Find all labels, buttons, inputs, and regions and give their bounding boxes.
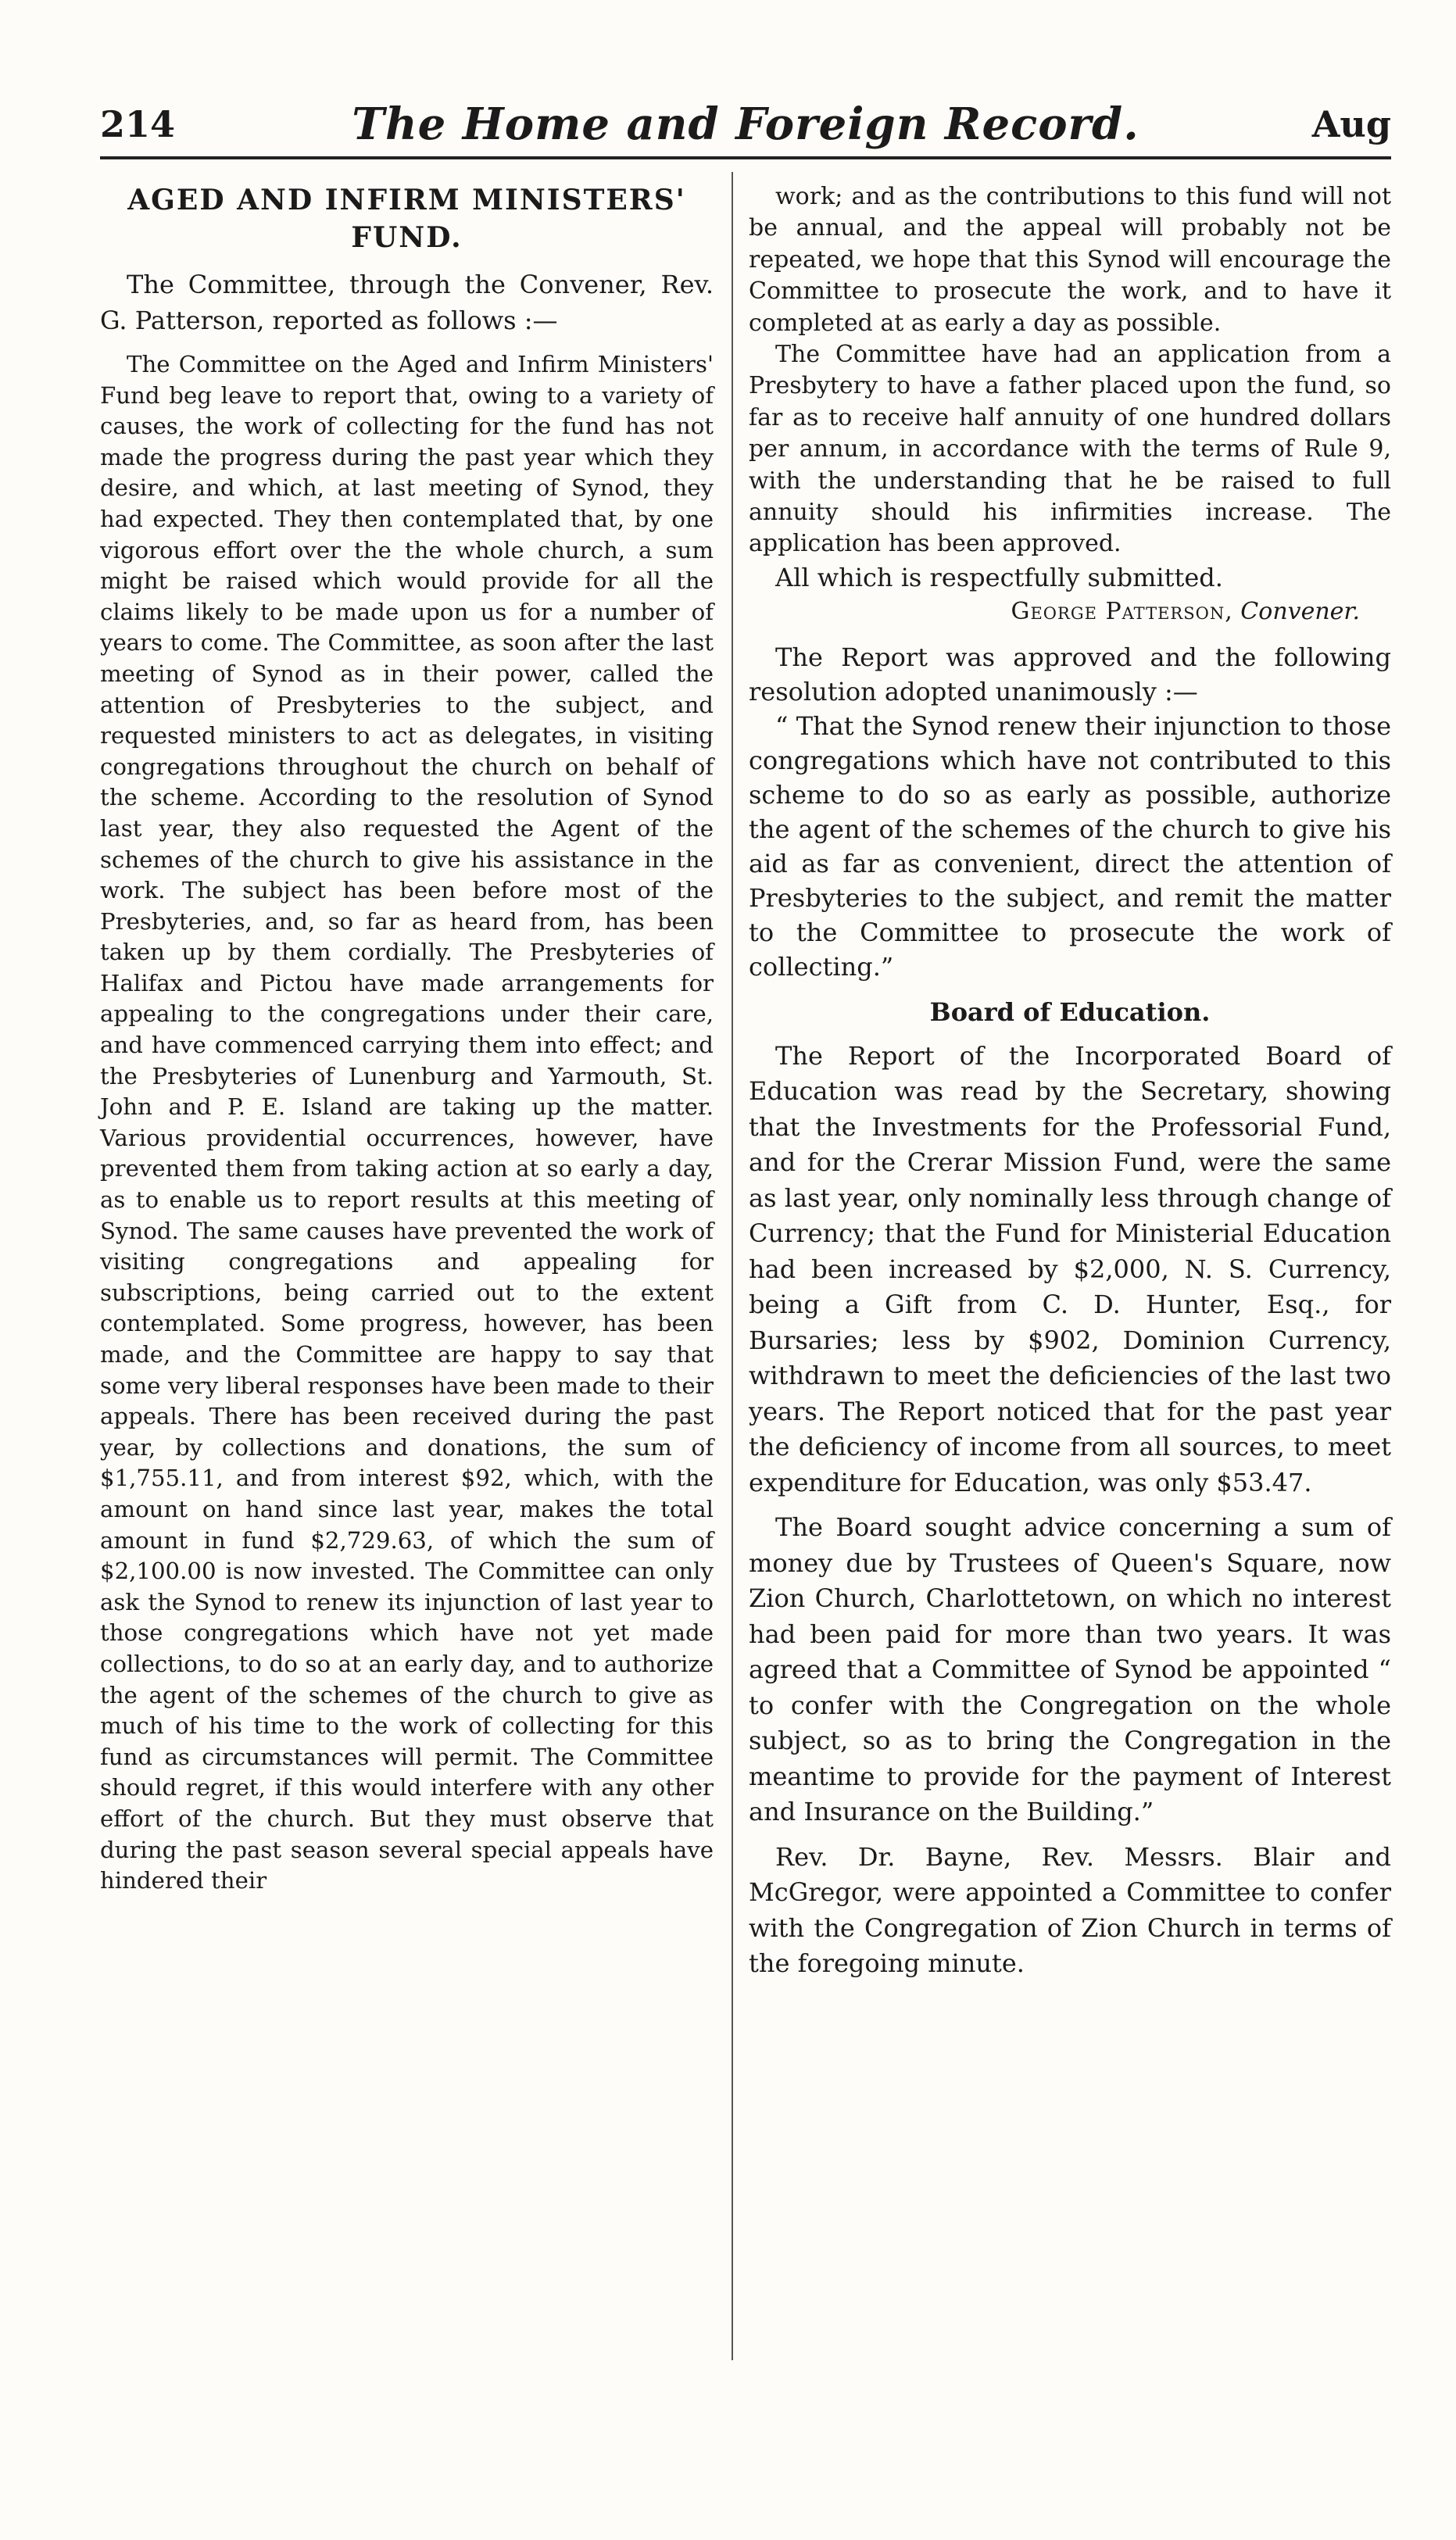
left-column	[100, 181, 714, 1897]
header-rule	[100, 156, 1391, 159]
board-advice-paragraph: The Board sought advice concerning a sum of money due by Trustees of Queen's Square, now Zion Church, Charlottetown, on which no interest had been paid for more than two years. It was agreed that a Committee of Synod be appointed “ to confer with the Congregation on the whole subject, so as to bring the Congregation in the meantime to provide for the payment of Interest and Insurance on the Building.”	[749, 1512, 1391, 1827]
signature-role: Convener.	[1240, 597, 1360, 625]
column-divider	[732, 172, 733, 2360]
paragraph-gap	[749, 1501, 1391, 1510]
signature	[749, 595, 1391, 629]
report-paragraph: The Committee on the Aged and Infirm Ministers' Fund beg leave to report that, owing to a variety of causes, the work of collecting for the fund has not made the progress during the past year which they desire, and which, at last meeting of Synod, they had expected. They then contemplated that, by one vigorous effort over the the whole church, a sum might be raised which would provide for all the claims likely to be made upon us for a number of years to come. The Committee, as soon after the last meeting of Synod as in their power, called the attention of Presbyteries to the subject, and requested ministers to act as delegates, in visiting congregations throughout the church on behalf of the scheme. According to the resolution of Synod last year, they also requested the Agent of the schemes of the church to give his assistance in the work. The subject has been before most of the Presbyteries, and, so far as heard from, has been taken up by them cordially. The Presbyteries of Halifax and Pictou have made arrangements for appealing to the congregations under their care, and have commenced carrying them into effect; and the Presbyteries of Lunenburg and Yarmouth, St. John and P. E. Island are taking up the matter. Various providential occurrences, however, have prevented them from taking action at so early a day, as to enable us to report results at this meeting of Synod. The same causes have prevented the work of visiting congregations and appealing for subscriptions, being carried out to the extent contemplated. Some progress, however, has been made, and the Committee are happy to say that some very liberal responses have been made to their appeals. There has been received during the past year, by collections and donations, the sum of $1,755.11, and from interest $92, which, with the amount on hand since last year, makes the total amount in fund $2,729.63, of which the sum of $2,100.00 is now invested. The Committee can only ask the Synod to renew its injunction of last year to those congregations which have not yet made collections, to do so at an early day, and to authorize the agent of the schemes of the church to give as much of his time to the work of collecting for this fund as circumstances will permit. The Committee should regret, if this would interfere with any other effort of the church. But they must observe that during the past season several special appeals have hindered their	[100, 351, 714, 1894]
submitted-line: All which is respectfully submitted.	[775, 562, 1223, 592]
board-of-education-heading: Board of Education.	[929, 996, 1211, 1027]
journal-title: The Home and Foreign Record.	[352, 98, 1139, 150]
issue-month: Aug	[1311, 103, 1391, 145]
continued-paragraph: work; and as the contributions to this fund will not be annual, and the appeal will probably not be repeated, we hope that this Synod will encourage the Committee to prosecute the work, and to have it completed at as early a day as possible.	[749, 183, 1391, 337]
paragraph-gap	[749, 1830, 1391, 1840]
running-header	[100, 92, 1391, 155]
signature-name: George Patterson,	[1011, 597, 1233, 625]
application-paragraph: The Committee have had an application from a Presbytery to have a father placed upon the fund, so far as to receive half annuity of one hundred dollars per annum, in accordance with the terms of Rule 9, with the understanding that he be raised to full annuity should his infirmities increase. The application has been approved.	[749, 341, 1391, 558]
section-title: AGED AND INFIRM MINISTERS' FUND.	[127, 184, 686, 254]
resolution-paragraph: “ That the Synod renew their injunction to those congregations which have not contributed to this scheme to do so as early as possible, authorize the agent of the schemes of the church to give his aid as far as convenient, direct the attention of Presbyteries to the subject, and remit the matter to the Committee to prosecute the work of collecting.”	[749, 710, 1391, 982]
committee-paragraph: Rev. Dr. Bayne, Rev. Messrs. Blair and McGregor, were appointed a Committee to confer with the Congregation of Zion Church in terms of the foregoing minute.	[749, 1841, 1391, 1979]
board-report-paragraph: The Report of the Incorporated Board of Education was read by the Secretary, showing that the Investments for the Professorial Fund, and for the Crerar Mission Fund, were the same as last year, only nominally less through change of Currency; that the Fund for Ministerial Education had been increased by $2,000, N. S. Currency, being a Gift from C. D. Hunter, Esq., for Bursaries; less by $902, Dominion Currency, withdrawn to meet the deficiencies of the last two years. The Report noticed that for the past year the deficiency of income from all sources, to meet expenditure for Education, was only $53.47.	[749, 1040, 1391, 1497]
page-number: 214	[100, 103, 176, 145]
intro-paragraph: The Committee, through the Convener, Rev. G. Patterson, reported as follows :—	[100, 270, 714, 335]
right-column	[749, 181, 1391, 1982]
approved-paragraph: The Report was approved and the following resolution adopted unanimously :—	[749, 642, 1391, 707]
